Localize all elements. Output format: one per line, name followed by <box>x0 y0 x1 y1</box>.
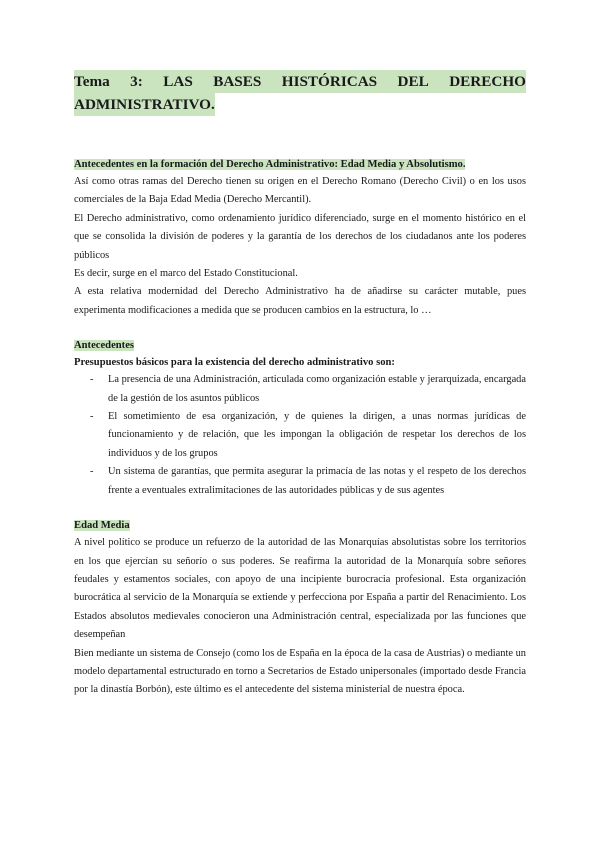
paragraph: A nivel político se produce un refuerzo de la autoridad de las Monarquías absolutistas sobre los territorios en los que ejercían su señorío o sus poderes. Se reafirma la autoridad de la Monarquía sobre señores feudales y estamentos sociales, con apoyo de una incipiente burocracia profesional. Esta organización burocrática al servicio de la Monarquía se extiende y perfecciona por España a partir del Renacimiento. Los Estados absolutos medievales conocieron una Administración central, especializada por las funciones que desempeñan <box>74 537 526 641</box>
section-heading-antecedentes: Antecedentes <box>74 340 135 352</box>
paragraph: Así como otras ramas del Derecho tienen su origen en el Derecho Romano (Derecho Civil) o en los usos comerciales de la Baja Edad Media (Derecho Mercantil). <box>74 176 526 206</box>
list-item: - La presencia de una Administración, articulada como organización estable y jerarquizada, encargada de la gestión de los asuntos públicos <box>74 371 526 408</box>
section-heading-antecedentes-formacion: Antecedentes en la formación del Derecho Administrativo: Edad Media y Absolutismo. <box>74 159 466 170</box>
title-word: HISTÓRICAS <box>281 73 378 90</box>
paragraph: El Derecho administrativo, como ordenamiento jurídico diferenciado, surge en el momento histórico en el que se consolida la división de poderes y la garantía de los derechos de los ciudadanos ante los poderes públicos <box>74 212 526 261</box>
title-word: DEL <box>397 73 429 90</box>
subheading-presupuestos: Presupuestos básicos para la existencia del derecho administrativo son: <box>74 357 395 369</box>
title-word: DERECHO <box>449 73 526 90</box>
title-word: BASES <box>213 73 262 90</box>
paragraph: A esta relativa modernidad del Derecho Administrativo ha de añadirse su carácter mutable, pues experimenta modificaciones a medida que se producen cambios en la estructura, lo … <box>74 286 526 316</box>
paragraph: Es decir, surge en el marco del Estado Constitucional. <box>74 268 298 280</box>
title-word: 3: <box>130 73 143 90</box>
section-heading-edad-media: Edad Media <box>74 520 130 532</box>
title-word: LAS <box>163 73 193 90</box>
paragraph: Bien mediante un sistema de Consejo (como los de España en la época de la casa de Austrias) o mediante un modelo departamental estructurado en torno a Secretarios de Estado unipersonales (importado desde Francia por la dinastía Borbón), este último es el antecedente del sistema ministerial de nuestra época. <box>74 647 526 696</box>
document-title <box>74 70 526 116</box>
list-item: - El sometimiento de esa organización, y de quienes la dirigen, a unas normas jurídicas de funcionamiento y de relación, que les impongan la obligación de respetar los derechos de los individuos y de los grupos <box>74 408 526 463</box>
title-line-2: ADMINISTRATIVO. <box>74 93 215 116</box>
title-line-1 <box>74 70 526 93</box>
presupuestos-list <box>74 371 526 500</box>
list-item: - Un sistema de garantías, que permita asegurar la primacía de las notas y el respeto de los derechos frente a eventuales extralimitaciones de las autoridades públicas y de sus agentes <box>74 463 526 500</box>
title-word: Tema <box>74 73 110 90</box>
